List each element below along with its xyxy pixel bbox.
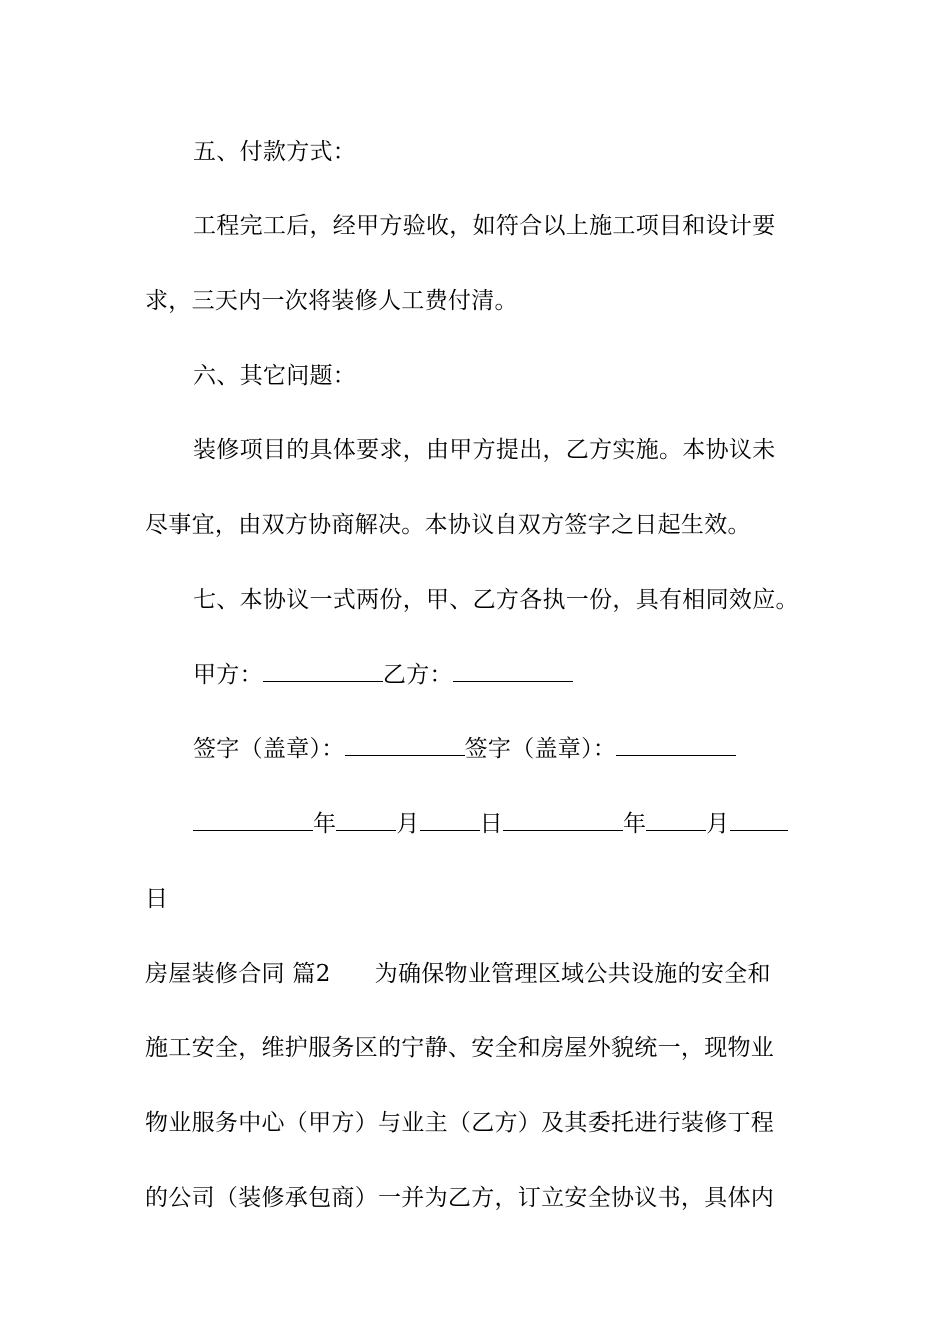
contract-2-line-3: 物业服务中心（甲方）与业主（乙方）及其委托进行装修丁程 bbox=[145, 1110, 775, 1136]
sign-b-blank bbox=[616, 733, 736, 756]
party-b-label: 乙方： bbox=[382, 662, 453, 688]
party-line bbox=[193, 655, 873, 695]
day-a-blank bbox=[420, 808, 480, 831]
month-a-label: 月 bbox=[396, 811, 420, 837]
date-line bbox=[193, 804, 873, 844]
month-a-blank bbox=[336, 808, 396, 831]
contract-2-title: 房屋装修合同 篇2 bbox=[145, 961, 331, 987]
sign-b-label: 签字（盖章）： bbox=[464, 736, 617, 762]
party-b-blank bbox=[453, 659, 573, 682]
year-a-blank bbox=[193, 808, 313, 831]
party-a-blank bbox=[263, 659, 383, 682]
month-b-label: 月 bbox=[706, 811, 730, 837]
contract-2-intro: 为确保物业管理区域公共设施的安全和 bbox=[374, 961, 771, 987]
day-b-blank bbox=[730, 808, 788, 831]
signature-line bbox=[193, 729, 873, 769]
year-a-label: 年 bbox=[313, 811, 337, 837]
section-6-heading: 六、其它问题： bbox=[193, 363, 357, 389]
section-5-body-line-2: 求，三天内一次将装修人工费付清。 bbox=[145, 288, 518, 314]
party-a-label: 甲方： bbox=[193, 662, 263, 688]
year-b-label: 年 bbox=[622, 811, 647, 837]
section-5-body-line-1: 工程完工后，经甲方验收，如符合以上施工项目和设计要 bbox=[193, 213, 776, 239]
day-a-label: 日 bbox=[479, 811, 503, 837]
contract-2-line-4: 的公司（装修承包商）一并为乙方，订立安全协议书，具体内 bbox=[145, 1185, 775, 1211]
section-5-heading: 五、付款方式： bbox=[193, 139, 357, 165]
month-b-blank bbox=[646, 808, 706, 831]
section-6-body-line-2: 尽事宜，由双方协商解决。本协议自双方签字之日起生效。 bbox=[145, 512, 751, 538]
year-b-blank bbox=[503, 808, 623, 831]
contract-2-line-1 bbox=[145, 954, 825, 994]
date-line-day-wrap: 日 bbox=[145, 886, 169, 912]
contract-2-line-2: 施工安全，维护服务区的宁静、安全和房屋外貌统一，现物业 bbox=[145, 1035, 775, 1061]
section-6-body-line-1: 装修项目的具体要求，由甲方提出，乙方实施。本协议未 bbox=[193, 437, 776, 463]
sign-a-label: 签字（盖章）： bbox=[193, 736, 345, 762]
section-7: 七、本协议一式两份，甲、乙方各执一份，具有相同效应。 bbox=[193, 587, 799, 613]
sign-a-blank bbox=[345, 733, 465, 756]
